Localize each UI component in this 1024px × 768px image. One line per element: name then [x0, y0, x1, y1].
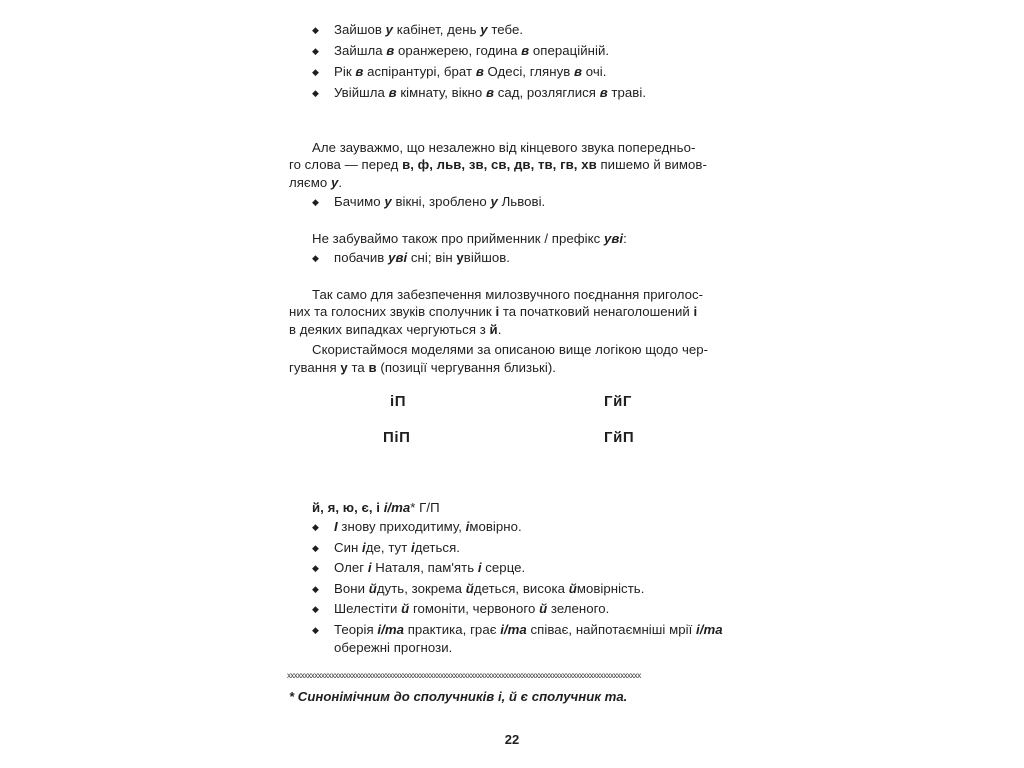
list-item: Теорія і/та практика, грає і/та співає, найпотаємніші мрії і/та: [334, 622, 723, 637]
list-item: Увійшла в кімнату, вікно в сад, розляглися в траві.: [334, 85, 647, 100]
formula-gyg: ГйГ: [604, 393, 633, 410]
list-item: Рік в аспірантурі, брат в Одесі, глянув в очі.: [334, 64, 607, 79]
paragraph-line: Але зауважмо, що незалежно від кінцевого звука попередньо-: [312, 140, 696, 155]
diamond-bullet-icon: ◆: [312, 542, 319, 553]
footnote-separator: xxxxxxxxxxxxxxxxxxxxxxxxxxxxxxxxxxxxxxxxxxxxxxxxxxxxxxxxxxxxxxxxxxxxxxxxxxxxxxxxxxxxxxxxxxxxxxxxxxxxxxxx: [287, 671, 641, 680]
list-item: Син іде, тут ідеться.: [334, 539, 460, 555]
formula-gyp: ГйП: [604, 429, 635, 446]
diamond-bullet-icon: ◆: [312, 583, 319, 594]
paragraph-line: Не забуваймо також про прийменник / префікс уві:: [312, 231, 627, 246]
diamond-bullet-icon: ◆: [312, 197, 319, 207]
rule-heading: й, я, ю, є, і і/та* Г/П: [312, 500, 440, 515]
diamond-bullet-icon: ◆: [312, 563, 319, 574]
paragraph-line: в деяких випадках чергуються з й.: [289, 322, 502, 337]
diamond-bullet-icon: ◆: [312, 625, 319, 635]
diamond-bullet-icon: ◆: [312, 46, 319, 56]
list-item: Зайшла в оранжерею, година в операційній.: [334, 43, 610, 58]
list-item: І знову приходитиму, імовірно.: [334, 519, 522, 534]
list-item: Вони йдуть, зокрема йдеться, висока ймовірність.: [334, 580, 645, 596]
diamond-bullet-icon: ◆: [312, 253, 319, 263]
formula-ip: іП: [390, 393, 407, 410]
diamond-bullet-icon: ◆: [312, 88, 319, 98]
diamond-bullet-icon: ◆: [312, 25, 319, 35]
paragraph-line: гування у та в (позиції чергування близькі).: [289, 360, 557, 375]
list-item-continuation: обережні прогнози.: [334, 640, 453, 655]
paragraph-line: ляємо у.: [289, 175, 343, 190]
list-item: Бачимо у вікні, зроблено у Львові.: [334, 194, 546, 209]
paragraph-line: го слова — перед в, ф, льв, зв, св, дв, тв, гв, хв пишемо й вимов-: [289, 157, 707, 172]
diamond-bullet-icon: ◆: [312, 604, 319, 615]
paragraph-line: них та голосних звуків сполучник і та початковий ненаголошений і: [289, 304, 698, 319]
diamond-bullet-icon: ◆: [312, 522, 319, 532]
list-item: Шелестіти й гомоніти, червоного й зеленого.: [334, 601, 610, 617]
list-item: Олег і Наталя, пам'ять і серце.: [334, 560, 526, 576]
footnote: * Синонімічним до сполучників і, й є сполучник та.: [289, 689, 628, 704]
page-number: 22: [504, 732, 520, 747]
paragraph-line: Скористаймося моделями за описаною вище логікою щодо чер-: [312, 342, 709, 357]
diamond-bullet-icon: ◆: [312, 67, 319, 77]
list-item: побачив уві сні; він увійшов.: [334, 250, 511, 265]
list-item: Зайшов у кабінет, день у тебе.: [334, 22, 524, 37]
paragraph-line: Так само для забезпечення милозвучного поєднання приголос-: [312, 287, 704, 302]
formula-pip: ПіП: [383, 429, 411, 446]
